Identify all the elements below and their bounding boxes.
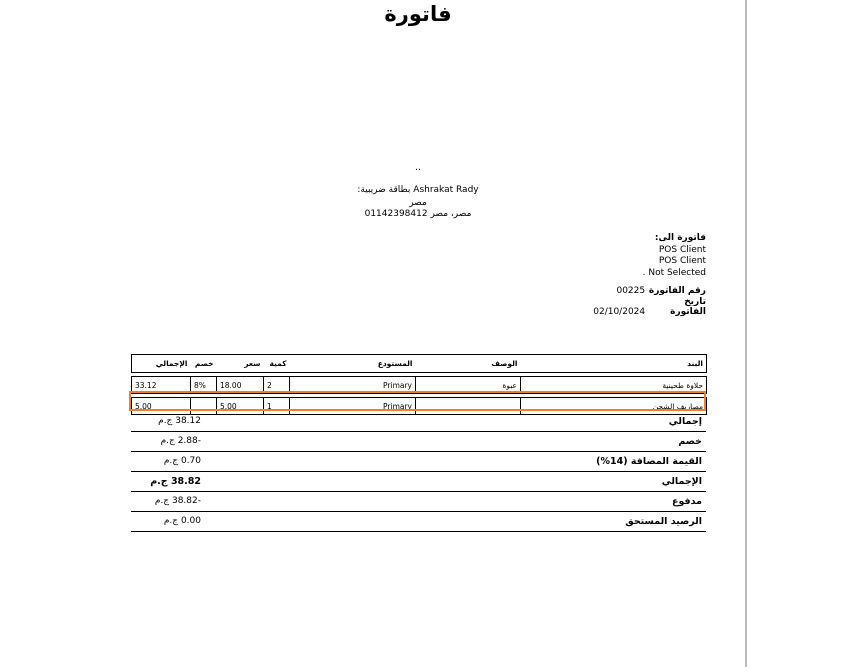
- tax-card-label: بطاقة ضريبية:: [357, 185, 411, 195]
- discount-label: خصم: [678, 436, 702, 447]
- cell-discount: 8%: [191, 377, 217, 394]
- company-address-phone: مصر، مصر 01142398412: [364, 209, 472, 219]
- invoice-number-label: رقم الفاتورة: [648, 286, 706, 296]
- col-header-item: البند: [521, 355, 707, 373]
- vat-label: القيمة المضافة (14%): [596, 456, 702, 467]
- bill-to-line: Not Selected .: [642, 267, 706, 278]
- paid-value: -38.82 ج.م: [154, 496, 201, 506]
- cell-warehouse: Primary: [290, 377, 416, 394]
- page-edge-divider: [745, 0, 747, 667]
- grand-total-label: الإجمالي: [661, 476, 702, 487]
- col-header-discount: خصم: [191, 355, 217, 373]
- col-header-qty: كمية: [264, 355, 290, 373]
- invoice-date-label: تاريخ الفاتورة: [670, 297, 706, 317]
- invoice-title: فاتورة: [384, 2, 452, 26]
- company-country: مصر: [409, 198, 427, 208]
- bill-to-block: [446, 233, 706, 279]
- col-header-total: الإجمالي: [132, 355, 191, 373]
- discount-value: -2.88 ج.م: [160, 436, 201, 446]
- cell-total: 33.12: [132, 377, 191, 394]
- subtotal-label: إجمالي: [668, 416, 702, 427]
- cell-warehouse: Primary: [290, 398, 416, 415]
- col-header-description: الوصف: [416, 355, 521, 373]
- vat-row: [131, 452, 706, 472]
- invoice-date-row: [446, 297, 706, 317]
- col-header-warehouse: المستودع: [290, 355, 416, 373]
- discount-row: [131, 432, 706, 452]
- bill-to-line: POS Client: [658, 244, 706, 255]
- cell-item: حلاوة طحينية: [521, 377, 707, 394]
- bill-to-label: فاتورة الى:: [654, 233, 706, 243]
- paid-row: [131, 492, 706, 512]
- cell-qty: 2: [264, 377, 290, 394]
- invoice-number-value: 00225: [616, 286, 646, 296]
- cell-price: 18.00: [217, 377, 264, 394]
- paid-label: مدفوع: [671, 496, 702, 507]
- table-row: [132, 377, 707, 394]
- invoice-number-row: [446, 286, 706, 296]
- subtotal-row: [131, 412, 706, 432]
- tax-card-line: [260, 185, 576, 195]
- company-name-placeholder: ..: [414, 162, 422, 173]
- totals-section: [131, 412, 706, 532]
- vat-value: 0.70 ج.م: [163, 456, 201, 466]
- col-header-price: سعر: [217, 355, 264, 373]
- grand-total-value: 38.82 ج.م: [150, 476, 201, 487]
- grand-total-row: [131, 472, 706, 492]
- balance-due-value: 0.00 ج.م: [163, 516, 201, 526]
- table-header-row: [132, 355, 707, 373]
- subtotal-value: 38.12 ج.م: [158, 416, 201, 426]
- balance-due-label: الرصيد المستحق: [625, 516, 702, 527]
- balance-due-row: [131, 512, 706, 532]
- items-table: [131, 354, 707, 415]
- cell-price: 5.00: [217, 398, 264, 415]
- invoice-date-value: 02/10/2024: [593, 307, 646, 317]
- cell-item: مصاريف الشحن: [521, 398, 707, 415]
- cell-description: عبوة: [416, 377, 521, 394]
- tax-card-value: Ashrakat Rady: [413, 185, 479, 195]
- bill-to-line: POS Client: [658, 256, 706, 266]
- cell-qty: 1: [264, 398, 290, 415]
- cell-total: 5.00: [132, 398, 191, 415]
